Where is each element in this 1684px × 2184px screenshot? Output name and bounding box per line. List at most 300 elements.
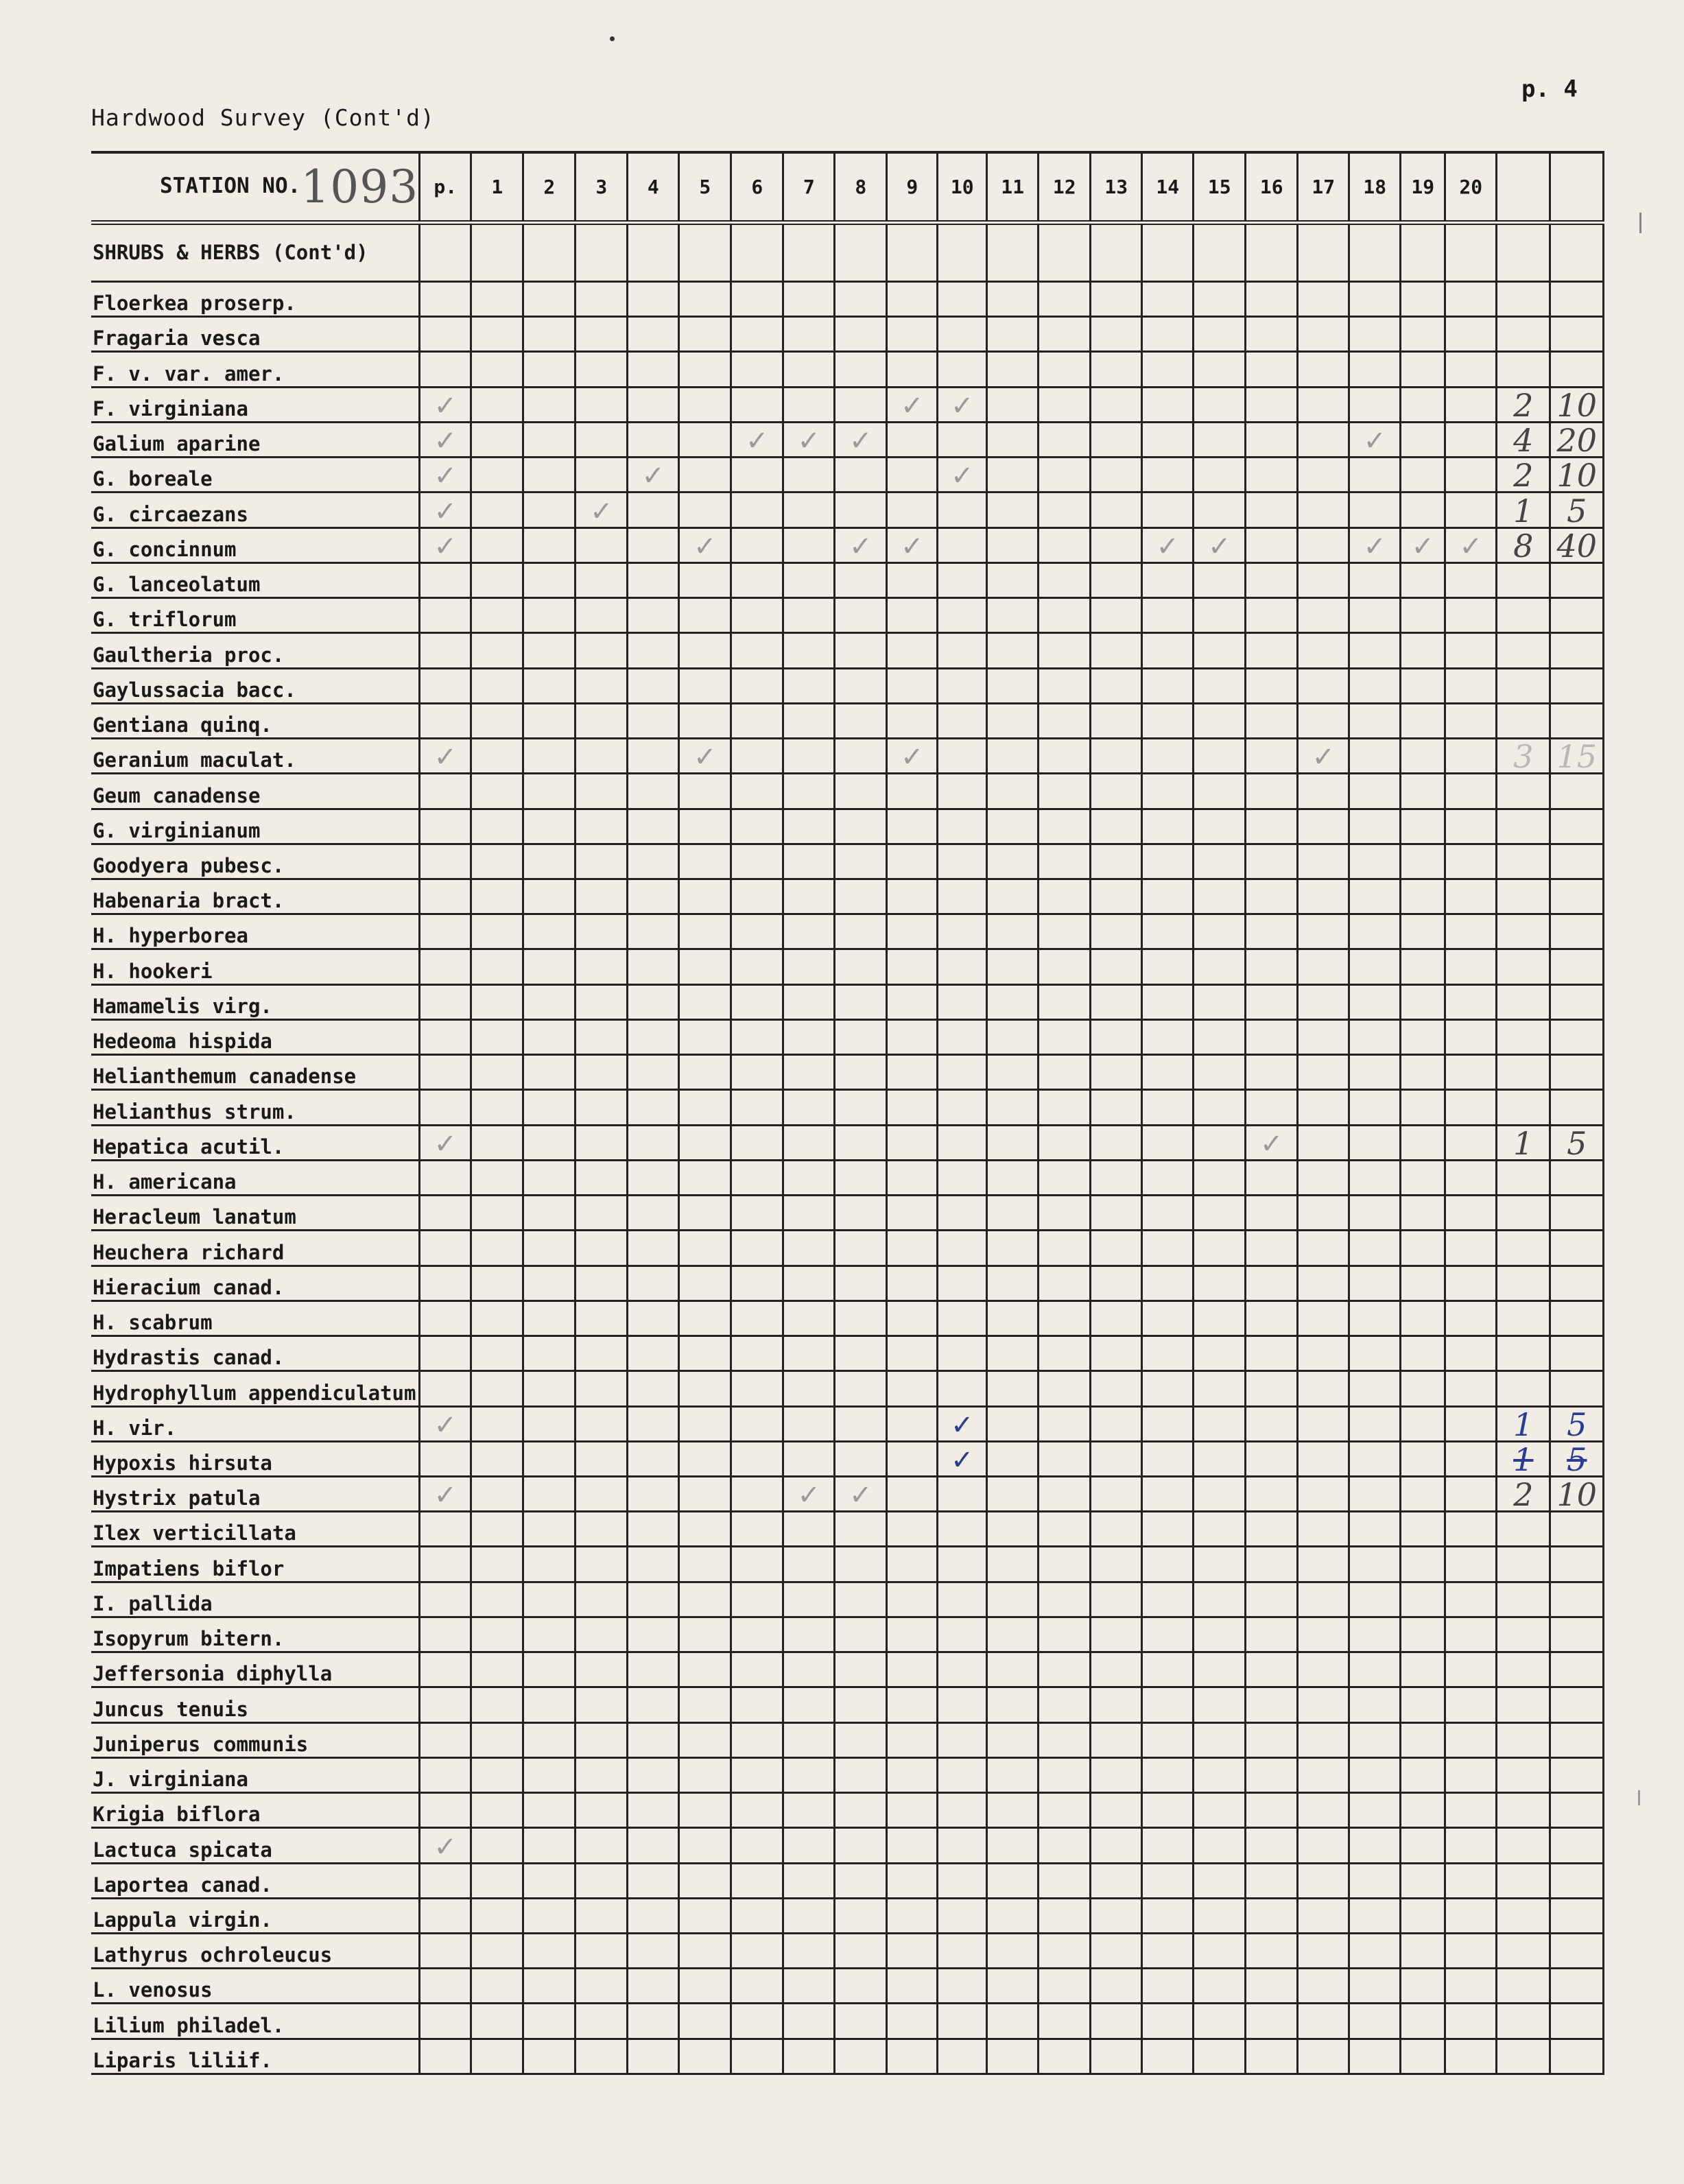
- grid-cell: [1401, 1476, 1445, 1511]
- grid-cell: [1401, 352, 1445, 387]
- grid-cell: [1298, 1055, 1349, 1090]
- grid-cell: [987, 1617, 1039, 1652]
- grid-cell: [1349, 1476, 1401, 1511]
- grid-cell: [1091, 1266, 1142, 1301]
- grid-cell: [1349, 633, 1401, 668]
- grid-cell: [1349, 1019, 1401, 1054]
- grid-cell: [835, 739, 887, 774]
- grid-cell: [1194, 1652, 1246, 1687]
- grid-cell: [1091, 562, 1142, 597]
- grid-cell: [835, 1301, 887, 1336]
- grid-cell: [1445, 1160, 1497, 1195]
- grid-cell: [1445, 1231, 1497, 1266]
- grid-cell: [576, 1266, 628, 1301]
- percent-value: 10: [1556, 387, 1598, 423]
- grid-cell: [1091, 668, 1142, 703]
- grid-cell: [576, 809, 628, 844]
- grid-cell: [420, 668, 471, 703]
- grid-cell: [938, 1793, 987, 1828]
- table-row: [91, 1828, 1604, 1863]
- grid-cell: [1039, 1757, 1091, 1792]
- grid-cell: [1039, 352, 1091, 387]
- grid-cell: [471, 387, 523, 422]
- species-name: Lilium philadel.: [91, 2004, 420, 2039]
- grid-cell: [1194, 1406, 1246, 1441]
- column-header: 11: [987, 152, 1039, 223]
- grid-cell: [628, 1757, 679, 1792]
- grid-cell: [1349, 1160, 1401, 1195]
- grid-cell: [576, 2039, 628, 2074]
- grid-cell: [1298, 598, 1349, 633]
- grid-cell: [1349, 1231, 1401, 1266]
- grid-cell: [938, 458, 987, 492]
- grid-cell: [679, 527, 731, 562]
- grid-cell: [835, 1336, 887, 1371]
- grid-cell: [420, 1582, 471, 1617]
- grid-cell: [1039, 1196, 1091, 1231]
- grid-cell: [523, 879, 576, 914]
- species-name: H. scabrum: [91, 1301, 420, 1336]
- grid-cell: [1550, 774, 1604, 809]
- grid-cell: [1497, 1617, 1550, 1652]
- checkmark-icon: ✓: [434, 1409, 458, 1441]
- grid-cell: [1091, 1090, 1142, 1125]
- grid-cell: [420, 1757, 471, 1792]
- grid-cell: [1039, 387, 1091, 422]
- grid-cell: [1091, 1019, 1142, 1054]
- grid-cell: [1194, 1090, 1246, 1125]
- grid-cell: [1091, 1125, 1142, 1160]
- grid-cell: [1194, 809, 1246, 844]
- grid-cell: [1497, 949, 1550, 984]
- grid-cell: [679, 668, 731, 703]
- grid-cell: [1194, 668, 1246, 703]
- grid-cell: [1246, 1196, 1298, 1231]
- grid-cell: [938, 1055, 987, 1090]
- grid-cell: [471, 1793, 523, 1828]
- grid-cell: [1091, 703, 1142, 738]
- grid-cell: [835, 598, 887, 633]
- grid-cell: [1298, 914, 1349, 949]
- grid-cell: [420, 1371, 471, 1406]
- grid-cell: [1298, 1652, 1349, 1687]
- grid-cell: [1445, 1090, 1497, 1125]
- grid-cell: [987, 2004, 1039, 2039]
- grid-cell: [628, 1722, 679, 1757]
- grid-cell: [420, 1231, 471, 1266]
- grid-cell: [783, 739, 835, 774]
- grid-cell: [576, 844, 628, 879]
- grid-cell: [1142, 1371, 1194, 1406]
- grid-cell: [1039, 1371, 1091, 1406]
- grid-cell: [835, 1793, 887, 1828]
- grid-cell: [1497, 1301, 1550, 1336]
- grid-cell: [1246, 949, 1298, 984]
- grid-cell: [1349, 1441, 1401, 1476]
- grid-cell: [835, 844, 887, 879]
- grid-cell: [523, 1231, 576, 1266]
- grid-cell: [1349, 1722, 1401, 1757]
- grid-cell: [471, 844, 523, 879]
- grid-cell: [783, 492, 835, 527]
- grid-cell: [1497, 317, 1550, 352]
- grid-cell: [731, 1019, 783, 1054]
- grid-cell: [1298, 1898, 1349, 1933]
- grid-cell: [731, 2039, 783, 2074]
- grid-cell: [835, 317, 887, 352]
- grid-cell: [679, 984, 731, 1019]
- grid-cell: [471, 984, 523, 1019]
- grid-cell: [1194, 1582, 1246, 1617]
- grid-cell: [1497, 1231, 1550, 1266]
- grid-cell: [887, 1828, 938, 1863]
- grid-cell: [523, 1934, 576, 1969]
- grid-cell: [523, 1301, 576, 1336]
- grid-cell: [887, 1722, 938, 1757]
- table-row: [91, 984, 1604, 1019]
- grid-cell: [1039, 1231, 1091, 1266]
- species-name: Gaultheria proc.: [91, 633, 420, 668]
- grid-cell: [471, 1582, 523, 1617]
- grid-cell: [1349, 1687, 1401, 1722]
- grid-cell: [1194, 1266, 1246, 1301]
- grid-cell: [1497, 668, 1550, 703]
- grid-cell: [1142, 1266, 1194, 1301]
- grid-cell: [1497, 1793, 1550, 1828]
- grid-cell: [628, 2004, 679, 2039]
- table-row: [91, 1863, 1604, 1898]
- grid-cell: [835, 1652, 887, 1687]
- grid-cell: [835, 1231, 887, 1266]
- grid-cell: [628, 317, 679, 352]
- column-header: 7: [783, 152, 835, 223]
- grid-cell: [1349, 774, 1401, 809]
- grid-cell: [679, 1196, 731, 1231]
- grid-cell: [1298, 1231, 1349, 1266]
- grid-cell: [731, 1441, 783, 1476]
- grid-cell: [938, 1898, 987, 1933]
- table-row: [91, 1055, 1604, 1090]
- grid-cell: [1194, 1687, 1246, 1722]
- grid-cell: [1142, 387, 1194, 422]
- checkmark-icon: ✓: [434, 530, 458, 562]
- grid-cell: [1246, 1687, 1298, 1722]
- grid-cell: [1142, 1898, 1194, 1933]
- grid-cell: [1445, 1582, 1497, 1617]
- species-name: Ilex verticillata: [91, 1512, 420, 1547]
- grid-cell: [1445, 492, 1497, 527]
- grid-cell: [731, 492, 783, 527]
- grid-cell: [1246, 1019, 1298, 1054]
- grid-cell: [938, 809, 987, 844]
- table-row: [91, 1722, 1604, 1757]
- species-name: Hedeoma hispida: [91, 1019, 420, 1054]
- grid-cell: [835, 984, 887, 1019]
- grid-cell: [783, 1476, 835, 1511]
- grid-cell: [1349, 949, 1401, 984]
- grid-cell: [783, 2004, 835, 2039]
- grid-cell: [1349, 1406, 1401, 1441]
- species-name: Hieracium canad.: [91, 1266, 420, 1301]
- grid-cell: [987, 1757, 1039, 1792]
- checkmark-icon: ✓: [434, 1831, 458, 1863]
- grid-cell: [887, 1617, 938, 1652]
- table-row: [91, 527, 1604, 562]
- grid-cell: [1401, 1231, 1445, 1266]
- grid-cell: [1246, 984, 1298, 1019]
- species-name: Juniperus communis: [91, 1722, 420, 1757]
- grid-cell: [1497, 1266, 1550, 1301]
- grid-cell: [1497, 1828, 1550, 1863]
- grid-cell: [1497, 1757, 1550, 1792]
- grid-cell: [1039, 1863, 1091, 1898]
- grid-cell: [523, 809, 576, 844]
- species-name: G. concinnum: [91, 527, 420, 562]
- grid-cell: [938, 1863, 987, 1898]
- grid-cell: [1142, 1934, 1194, 1969]
- grid-cell: [1246, 1512, 1298, 1547]
- grid-cell: [679, 598, 731, 633]
- grid-cell: [628, 422, 679, 457]
- grid-cell: [1349, 1090, 1401, 1125]
- grid-cell: [420, 387, 471, 422]
- grid-cell: [679, 1757, 731, 1792]
- grid-cell: [1401, 387, 1445, 422]
- grid-cell: [1246, 1160, 1298, 1195]
- grid-cell: [576, 1301, 628, 1336]
- grid-cell: [938, 703, 987, 738]
- grid-cell: [628, 809, 679, 844]
- grid-cell: [523, 668, 576, 703]
- grid-cell: [1194, 1512, 1246, 1547]
- grid-cell: [1298, 458, 1349, 492]
- grid-cell: [420, 1196, 471, 1231]
- grid-cell: [1091, 527, 1142, 562]
- grid-cell: [523, 1582, 576, 1617]
- grid-cell: [731, 809, 783, 844]
- grid-cell: [471, 1441, 523, 1476]
- grid-cell: [1039, 633, 1091, 668]
- grid-cell: [1194, 458, 1246, 492]
- grid-cell: [576, 914, 628, 949]
- grid-cell: [783, 1617, 835, 1652]
- grid-cell: [731, 352, 783, 387]
- grid-cell: [679, 1476, 731, 1511]
- grid-cell: [835, 2004, 887, 2039]
- grid-cell: [1550, 2039, 1604, 2074]
- table-row: [91, 1512, 1604, 1547]
- grid-cell: [1194, 1231, 1246, 1266]
- grid-cell: [471, 879, 523, 914]
- grid-cell: [1091, 1371, 1142, 1406]
- grid-cell: [887, 282, 938, 317]
- grid-cell: [1246, 774, 1298, 809]
- grid-cell: [420, 949, 471, 984]
- grid-cell: [420, 633, 471, 668]
- species-name: Fragaria vesca: [91, 317, 420, 352]
- species-name: Geum canadense: [91, 774, 420, 809]
- grid-cell: [1497, 809, 1550, 844]
- grid-cell: [835, 562, 887, 597]
- grid-cell: [1550, 562, 1604, 597]
- grid-cell: [1091, 2039, 1142, 2074]
- grid-cell: [420, 1090, 471, 1125]
- grid-cell: [887, 1019, 938, 1054]
- grid-cell: [1194, 1828, 1246, 1863]
- checkmark-icon: ✓: [1156, 530, 1180, 562]
- grid-cell: [523, 1160, 576, 1195]
- grid-cell: [1039, 1934, 1091, 1969]
- grid-cell: [1246, 1476, 1298, 1511]
- table-row: [91, 1090, 1604, 1125]
- grid-cell: [783, 422, 835, 457]
- grid-cell: [420, 1969, 471, 2004]
- grid-cell: [1142, 949, 1194, 984]
- grid-cell: [835, 1828, 887, 1863]
- grid-cell: [1445, 2039, 1497, 2074]
- grid-cell: [576, 223, 628, 282]
- grid-cell: [679, 317, 731, 352]
- percent-value: 40: [1556, 527, 1598, 563]
- grid-cell: [1194, 703, 1246, 738]
- grid-cell: [576, 422, 628, 457]
- table-row: [91, 1687, 1604, 1722]
- grid-cell: [1550, 458, 1604, 492]
- grid-cell: [887, 809, 938, 844]
- grid-cell: [1194, 387, 1246, 422]
- grid-cell: [1497, 282, 1550, 317]
- grid-cell: [1401, 1793, 1445, 1828]
- grid-cell: [1298, 422, 1349, 457]
- grid-cell: [471, 317, 523, 352]
- grid-cell: [887, 1547, 938, 1582]
- grid-cell: [523, 1547, 576, 1582]
- checkmark-icon: ✓: [434, 425, 458, 458]
- grid-cell: [628, 492, 679, 527]
- table-row: [91, 1266, 1604, 1301]
- grid-cell: [1445, 1863, 1497, 1898]
- grid-cell: [1497, 914, 1550, 949]
- species-name: Juncus tenuis: [91, 1687, 420, 1722]
- grid-cell: [835, 1476, 887, 1511]
- grid-cell: [731, 1336, 783, 1371]
- grid-cell: [1194, 1476, 1246, 1511]
- species-name: I. pallida: [91, 1582, 420, 1617]
- grid-cell: [1550, 949, 1604, 984]
- checkmark-icon: ✓: [434, 1480, 458, 1512]
- grid-cell: [1550, 1652, 1604, 1687]
- grid-cell: [1142, 1687, 1194, 1722]
- grid-cell: [1401, 1090, 1445, 1125]
- grid-cell: [523, 2039, 576, 2074]
- grid-cell: [523, 352, 576, 387]
- grid-cell: [576, 317, 628, 352]
- grid-cell: [987, 1301, 1039, 1336]
- grid-cell: [420, 774, 471, 809]
- grid-cell: [1091, 1512, 1142, 1547]
- count-value: 2: [1513, 457, 1534, 492]
- grid-cell: [1039, 598, 1091, 633]
- grid-cell: [576, 1863, 628, 1898]
- grid-cell: [1550, 1793, 1604, 1828]
- grid-cell: [420, 458, 471, 492]
- species-name: Hystrix patula: [91, 1476, 420, 1511]
- grid-cell: [835, 879, 887, 914]
- grid-cell: [1142, 1828, 1194, 1863]
- grid-cell: [1401, 1196, 1445, 1231]
- grid-cell: [938, 2004, 987, 2039]
- grid-cell: [1550, 1934, 1604, 1969]
- grid-cell: [1497, 1441, 1550, 1476]
- grid-cell: [1401, 809, 1445, 844]
- grid-cell: [1550, 527, 1604, 562]
- grid-cell: [628, 527, 679, 562]
- table-header-row: [91, 152, 1604, 223]
- grid-cell: [1401, 1336, 1445, 1371]
- grid-cell: [523, 1125, 576, 1160]
- grid-cell: [783, 984, 835, 1019]
- grid-cell: [679, 1301, 731, 1336]
- grid-cell: [523, 633, 576, 668]
- checkmark-icon: ✓: [901, 530, 924, 562]
- grid-cell: [471, 422, 523, 457]
- grid-cell: [576, 387, 628, 422]
- grid-cell: [987, 1547, 1039, 1582]
- species-name: Krigia biflora: [91, 1793, 420, 1828]
- grid-cell: [1142, 1512, 1194, 1547]
- grid-cell: [938, 352, 987, 387]
- grid-cell: [938, 1617, 987, 1652]
- grid-cell: [731, 1266, 783, 1301]
- grid-cell: [679, 1828, 731, 1863]
- grid-cell: [887, 1757, 938, 1792]
- table-row: [91, 1231, 1604, 1266]
- grid-cell: [887, 1476, 938, 1511]
- grid-cell: [1349, 1266, 1401, 1301]
- grid-cell: [1401, 1547, 1445, 1582]
- table-row: [91, 1898, 1604, 1933]
- grid-cell: [1550, 703, 1604, 738]
- percent-value: 15: [1556, 738, 1598, 774]
- grid-cell: [1497, 1476, 1550, 1511]
- grid-cell: [1039, 1512, 1091, 1547]
- grid-cell: [731, 1687, 783, 1722]
- grid-cell: [1401, 1406, 1445, 1441]
- grid-cell: [1550, 1582, 1604, 1617]
- checkmark-icon: ✓: [1312, 741, 1336, 774]
- grid-cell: [1401, 844, 1445, 879]
- table-row: [91, 598, 1604, 633]
- grid-cell: [1246, 739, 1298, 774]
- column-header: 6: [731, 152, 783, 223]
- grid-cell: [1401, 1441, 1445, 1476]
- grid-cell: [938, 1722, 987, 1757]
- grid-cell: [1142, 774, 1194, 809]
- column-header: 1: [471, 152, 523, 223]
- grid-cell: [835, 282, 887, 317]
- grid-cell: [1445, 949, 1497, 984]
- grid-cell: [987, 387, 1039, 422]
- grid-cell: [471, 1476, 523, 1511]
- grid-cell: [987, 1652, 1039, 1687]
- grid-cell: [731, 2004, 783, 2039]
- grid-cell: [1194, 633, 1246, 668]
- grid-cell: [835, 1863, 887, 1898]
- grid-cell: [987, 668, 1039, 703]
- grid-cell: [1246, 703, 1298, 738]
- grid-cell: [1142, 984, 1194, 1019]
- grid-cell: [938, 1336, 987, 1371]
